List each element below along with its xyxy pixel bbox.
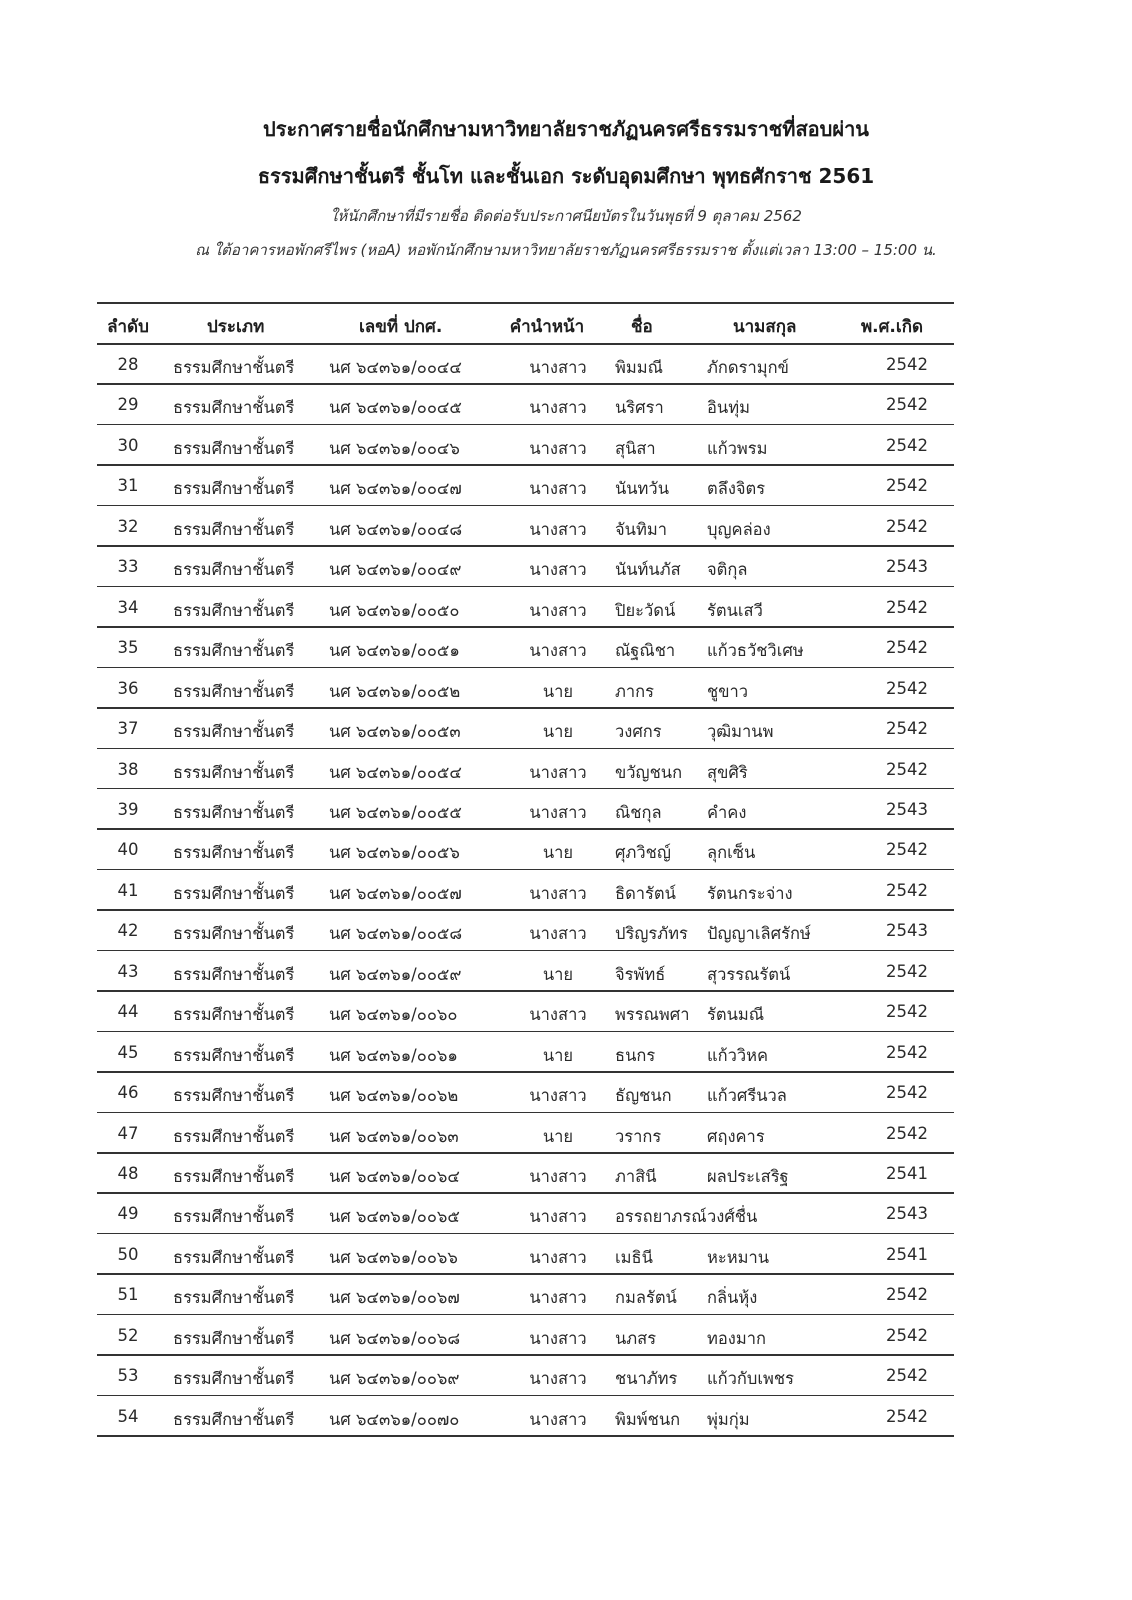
cell-prefix: นางสาว <box>529 1086 587 1106</box>
cell-prefix: นาย <box>542 722 574 742</box>
cell-name: พิมพ์ชนก <box>615 1409 681 1429</box>
table-row <box>97 708 954 749</box>
cell-birth-year: 2542 <box>886 1042 928 1062</box>
cell-no: 38 <box>117 759 139 779</box>
table-rule <box>97 302 954 304</box>
header-type: ประเภท <box>207 317 265 337</box>
cell-name: นภสร <box>615 1328 657 1348</box>
cell-surname: อินทุ่ม <box>707 398 750 418</box>
table-row <box>97 546 954 587</box>
cell-surname: แก้วกับเพชร <box>707 1369 794 1389</box>
cell-prefix: นาย <box>542 1045 574 1065</box>
cell-birth-year: 2542 <box>886 1002 928 1022</box>
cell-prefix: นางสาว <box>529 519 587 539</box>
cell-prefix: นางสาว <box>529 1005 587 1025</box>
cell-name: ศุภวิชญ์ <box>615 843 671 863</box>
cell-name: ธนกร <box>615 1045 656 1065</box>
cell-name: ปิยะวัดน์ <box>615 600 676 620</box>
cell-type: ธรรมศึกษาชั้นตรี <box>173 358 295 377</box>
cell-no: 51 <box>117 1285 139 1305</box>
cell-no: 34 <box>117 597 139 617</box>
cell-birth-year: 2543 <box>886 799 928 819</box>
cell-birth-year: 2542 <box>886 435 928 455</box>
cell-prefix: นางสาว <box>529 924 587 944</box>
cell-no: 44 <box>117 1002 139 1022</box>
cell-prefix: นางสาว <box>529 883 587 903</box>
cell-surname: แก้วพรม <box>707 438 768 458</box>
cell-birth-year: 2542 <box>886 1083 928 1103</box>
announcement-note-line-1: ให้นักศึกษาที่มีรายชื่อ ติดต่อรับประกาศนียบัตรในวันพุธที่ 9 ตุลาคม 2562 <box>330 207 802 225</box>
cell-name: สุนิสา <box>615 438 656 458</box>
cell-name: ขวัญชนก <box>615 762 683 782</box>
cell-prefix: นางสาว <box>529 1247 587 1267</box>
cell-prefix: นางสาว <box>529 398 587 418</box>
cell-prefix: นางสาว <box>529 641 587 661</box>
cell-birth-year: 2542 <box>886 1406 928 1426</box>
cell-type: ธรรมศึกษาชั้นตรี <box>173 1005 295 1025</box>
cell-prefix: นางสาว <box>529 1328 587 1348</box>
cell-birth-year: 2542 <box>886 476 928 496</box>
announcement-title-line-2: ธรรมศึกษาชั้นตรี ชั้นโท และชั้นเอก ระดับอุดมศึกษา พุทธศักราช 2561 <box>257 164 875 188</box>
cell-prefix: นางสาว <box>529 1369 587 1389</box>
table-row <box>97 1396 954 1437</box>
table-row <box>97 1032 954 1073</box>
cell-cert-id: นศ ๖๔๓๖๑/๐๐๖๙ <box>329 1369 460 1389</box>
cell-type: ธรรมศึกษาชั้นตรี <box>173 1369 295 1389</box>
cell-cert-id: นศ ๖๔๓๖๑/๐๐๕๐ <box>329 600 460 620</box>
cell-prefix: นางสาว <box>529 1409 587 1429</box>
cell-cert-id: นศ ๖๔๓๖๑/๐๐๖๓ <box>329 1126 459 1146</box>
table-row <box>97 1193 954 1234</box>
cell-name: ภากร <box>615 681 654 701</box>
cell-no: 49 <box>117 1204 139 1224</box>
cell-type: ธรรมศึกษาชั้นตรี <box>173 843 295 863</box>
cell-birth-year: 2542 <box>886 840 928 860</box>
cell-cert-id: นศ ๖๔๓๖๑/๐๐๕๑ <box>329 641 460 661</box>
cell-prefix: นางสาว <box>529 762 587 782</box>
cell-cert-id: นศ ๖๔๓๖๑/๐๐๖๕ <box>329 1207 460 1227</box>
cell-cert-id: นศ ๖๔๓๖๑/๐๐๔๔ <box>329 358 462 377</box>
cell-no: 42 <box>117 921 139 941</box>
cell-prefix: นาย <box>542 1126 574 1146</box>
cell-type: ธรรมศึกษาชั้นตรี <box>173 722 295 742</box>
cell-birth-year: 2542 <box>886 1366 928 1386</box>
table-row <box>97 910 954 951</box>
cell-surname: ชูขาว <box>707 681 749 701</box>
cell-cert-id: นศ ๖๔๓๖๑/๐๐๔๕ <box>329 398 462 418</box>
cell-birth-year: 2543 <box>886 1204 928 1224</box>
cell-surname: สุวรรณรัตน์ <box>707 964 791 984</box>
cell-type: ธรรมศึกษาชั้นตรี <box>173 519 295 539</box>
cell-birth-year: 2542 <box>886 1325 928 1345</box>
cell-cert-id: นศ ๖๔๓๖๑/๐๐๕๗ <box>329 883 462 903</box>
cell-surname: ทองมาก <box>707 1328 766 1348</box>
cell-no: 41 <box>117 880 139 900</box>
cell-no: 39 <box>117 799 139 819</box>
cell-no: 35 <box>117 638 139 658</box>
cell-name: นันทวัน <box>615 479 669 499</box>
table-row <box>97 1355 954 1396</box>
cell-no: 36 <box>117 678 139 698</box>
cell-surname: วงศ์ชื่น <box>707 1207 758 1227</box>
table-row <box>97 425 954 466</box>
cell-prefix: นางสาว <box>529 358 587 377</box>
cell-prefix: นางสาว <box>529 1288 587 1308</box>
cell-type: ธรรมศึกษาชั้นตรี <box>173 641 295 661</box>
announcement-title-line-1: ประกาศรายชื่อนักศึกษามหาวิทยาลัยราชภัฏนครศรีธรรมราชที่สอบผ่าน <box>263 117 869 141</box>
cell-cert-id: นศ ๖๔๓๖๑/๐๐๖๗ <box>329 1288 460 1308</box>
header-cert-id: เลขที่ ปกศ. <box>359 317 443 337</box>
cell-surname: ภักดรามุกข์ <box>707 358 789 377</box>
table-rule <box>97 1435 954 1437</box>
cell-birth-year: 2543 <box>886 557 928 577</box>
cell-surname: ลุกเซ็น <box>707 843 756 863</box>
table-row <box>97 1234 954 1275</box>
table-row <box>97 991 954 1032</box>
cell-no: 40 <box>117 840 139 860</box>
table-row <box>97 384 954 425</box>
cell-no: 43 <box>117 961 139 981</box>
cell-name: ภาสินี <box>615 1167 657 1186</box>
cell-prefix: นาย <box>542 843 574 863</box>
cell-cert-id: นศ ๖๔๓๖๑/๐๐๖๖ <box>329 1247 458 1267</box>
cell-prefix: นาย <box>542 681 574 701</box>
cell-type: ธรรมศึกษาชั้นตรี <box>173 1126 295 1146</box>
cell-type: ธรรมศึกษาชั้นตรี <box>173 1328 295 1348</box>
cell-surname: แก้วธวัชวิเศษ <box>707 641 804 661</box>
cell-type: ธรรมศึกษาชั้นตรี <box>173 1288 295 1308</box>
table-row <box>97 587 954 628</box>
cell-no: 28 <box>117 355 139 374</box>
table-row <box>97 1072 954 1113</box>
cell-cert-id: นศ ๖๔๓๖๑/๐๐๖๒ <box>329 1086 459 1106</box>
table-row <box>97 465 954 506</box>
cell-surname: คำคง <box>707 802 747 822</box>
cell-birth-year: 2542 <box>886 759 928 779</box>
cell-birth-year: 2542 <box>886 355 928 374</box>
table-row <box>97 627 954 668</box>
header-no: ลำดับ <box>107 317 149 337</box>
cell-type: ธรรมศึกษาชั้นตรี <box>173 560 295 580</box>
announcement-note-line-2: ณ ใต้อาคารหอพักศรีไพร (หอA) หอพักนักศึกษามหาวิทยาลัยราชภัฏนครศรีธรรมราช ตั้งแต่เวลา 13:00 – 15:00 น. <box>195 241 937 259</box>
cell-name: เมธินี <box>615 1247 653 1267</box>
cell-surname: บุญคล่อง <box>707 519 771 539</box>
cell-no: 45 <box>117 1042 139 1062</box>
table-row <box>97 668 954 709</box>
cell-type: ธรรมศึกษาชั้นตรี <box>173 762 295 782</box>
cell-name: ธัญชนก <box>615 1086 672 1106</box>
table-row <box>97 870 954 911</box>
cell-no: 47 <box>117 1123 139 1143</box>
cell-surname: ผลประเสริฐ <box>707 1167 789 1186</box>
cell-name: พิมมณี <box>615 358 663 377</box>
cell-type: ธรรมศึกษาชั้นตรี <box>173 802 295 822</box>
cell-cert-id: นศ ๖๔๓๖๑/๐๐๕๘ <box>329 924 463 944</box>
cell-cert-id: นศ ๖๔๓๖๑/๐๐๔๘ <box>329 519 463 539</box>
cell-cert-id: นศ ๖๔๓๖๑/๐๐๕๒ <box>329 681 461 701</box>
cell-name: วรากร <box>615 1126 662 1146</box>
cell-surname: แก้ววิหค <box>707 1045 769 1065</box>
cell-birth-year: 2542 <box>886 880 928 900</box>
cell-cert-id: นศ ๖๔๓๖๑/๐๐๔๙ <box>329 560 462 580</box>
cell-name: ชนาภัทร <box>615 1369 678 1389</box>
cell-prefix: นางสาว <box>529 479 587 499</box>
cell-no: 31 <box>117 476 139 496</box>
cell-prefix: นางสาว <box>529 438 587 458</box>
cell-name: ธิดารัตน์ <box>615 883 676 903</box>
cell-surname: กลิ่นหุ้ง <box>707 1288 758 1308</box>
cell-cert-id: นศ ๖๔๓๖๑/๐๐๔๖ <box>329 438 460 458</box>
cell-birth-year: 2542 <box>886 1123 928 1143</box>
table-row <box>97 749 954 790</box>
cell-cert-id: นศ ๖๔๓๖๑/๐๐๕๕ <box>329 802 462 822</box>
cell-name: อรรถยาภรณ์ <box>615 1207 707 1227</box>
cell-birth-year: 2542 <box>886 516 928 536</box>
cell-prefix: นางสาว <box>529 600 587 620</box>
table-row <box>97 1153 954 1194</box>
cell-surname: ศฤงคาร <box>707 1126 765 1146</box>
cell-surname: รัตนมณี <box>707 1005 765 1025</box>
cell-no: 37 <box>117 719 139 739</box>
cell-name: นริศรา <box>615 398 664 418</box>
cell-type: ธรรมศึกษาชั้นตรี <box>173 883 295 903</box>
cell-name: จันทิมา <box>615 519 667 539</box>
cell-no: 33 <box>117 557 139 577</box>
cell-type: ธรรมศึกษาชั้นตรี <box>173 1045 295 1065</box>
cell-type: ธรรมศึกษาชั้นตรี <box>173 398 295 418</box>
cell-name: กมลรัตน์ <box>615 1288 677 1308</box>
cell-cert-id: นศ ๖๔๓๖๑/๐๐๖๘ <box>329 1328 461 1348</box>
header-name: ชื่อ <box>631 317 653 337</box>
cell-cert-id: นศ ๖๔๓๖๑/๐๐๕๔ <box>329 762 462 782</box>
table-row <box>97 1274 954 1315</box>
cell-surname: หะหมาน <box>707 1247 770 1267</box>
cell-name: วงศกร <box>615 722 662 742</box>
cell-type: ธรรมศึกษาชั้นตรี <box>173 1409 295 1429</box>
table-row <box>97 1315 954 1356</box>
cell-name: นันท์นภัส <box>615 560 681 580</box>
cell-birth-year: 2542 <box>886 1285 928 1305</box>
cell-birth-year: 2541 <box>886 1244 928 1264</box>
cell-prefix: นางสาว <box>529 1207 587 1227</box>
table-row <box>97 789 954 830</box>
cell-cert-id: นศ ๖๔๓๖๑/๐๐๗๐ <box>329 1409 460 1429</box>
cell-no: 54 <box>117 1406 139 1426</box>
header-prefix: คำนำหน้า <box>509 317 585 337</box>
cell-type: ธรรมศึกษาชั้นตรี <box>173 1247 295 1267</box>
cell-surname: ปัญญาเลิศรักษ์ <box>707 924 811 944</box>
table-row <box>97 829 954 870</box>
cell-type: ธรรมศึกษาชั้นตรี <box>173 600 295 620</box>
cell-type: ธรรมศึกษาชั้นตรี <box>173 1086 295 1106</box>
cell-cert-id: นศ ๖๔๓๖๑/๐๐๕๙ <box>329 964 462 984</box>
cell-type: ธรรมศึกษาชั้นตรี <box>173 1167 295 1186</box>
cell-cert-id: นศ ๖๔๓๖๑/๐๐๕๓ <box>329 722 461 742</box>
header-birth-year: พ.ศ.เกิด <box>860 317 924 337</box>
table-row <box>97 344 954 385</box>
table-header-row <box>97 302 954 344</box>
cell-cert-id: นศ ๖๔๓๖๑/๐๐๖๐ <box>329 1005 458 1025</box>
cell-surname: จติกุล <box>707 560 748 580</box>
cell-type: ธรรมศึกษาชั้นตรี <box>173 964 295 984</box>
cell-birth-year: 2542 <box>886 395 928 415</box>
cell-type: ธรรมศึกษาชั้นตรี <box>173 479 295 499</box>
cell-birth-year: 2542 <box>886 638 928 658</box>
cell-prefix: นางสาว <box>529 1167 587 1186</box>
cell-surname: สุขศิริ <box>707 762 748 782</box>
cell-birth-year: 2542 <box>886 597 928 617</box>
cell-surname: รัตนเสวี <box>707 600 763 620</box>
table-row <box>97 506 954 547</box>
cell-name: พรรณพศา <box>615 1005 690 1025</box>
cell-prefix: นาย <box>542 964 574 984</box>
table-row <box>97 1113 954 1154</box>
cell-prefix: นางสาว <box>529 802 587 822</box>
cell-surname: แก้วศรีนวล <box>707 1086 787 1106</box>
cell-type: ธรรมศึกษาชั้นตรี <box>173 681 295 701</box>
cell-type: ธรรมศึกษาชั้นตรี <box>173 1207 295 1227</box>
cell-birth-year: 2543 <box>886 921 928 941</box>
cell-birth-year: 2541 <box>886 1164 928 1183</box>
cell-name: ปริญรภัทร <box>615 924 688 944</box>
cell-name: จิรพัทธ์ <box>615 964 666 984</box>
cell-surname: วุฒิมานพ <box>707 722 774 742</box>
cell-no: 29 <box>117 395 139 415</box>
cell-cert-id: นศ ๖๔๓๖๑/๐๐๖๔ <box>329 1167 460 1186</box>
cell-birth-year: 2542 <box>886 719 928 739</box>
header-surname: นามสกุล <box>733 317 797 337</box>
cell-cert-id: นศ ๖๔๓๖๑/๐๐๕๖ <box>329 843 460 863</box>
cell-no: 46 <box>117 1083 139 1103</box>
cell-cert-id: นศ ๖๔๓๖๑/๐๐๖๑ <box>329 1045 458 1065</box>
cell-surname: พุ่มกุ่ม <box>707 1409 750 1429</box>
cell-no: 32 <box>117 516 139 536</box>
cell-surname: รัตนกระจ่าง <box>707 883 793 903</box>
cell-no: 50 <box>117 1244 139 1264</box>
cell-type: ธรรมศึกษาชั้นตรี <box>173 924 295 944</box>
cell-no: 52 <box>117 1325 139 1345</box>
cell-birth-year: 2542 <box>886 961 928 981</box>
cell-no: 53 <box>117 1366 139 1386</box>
cell-type: ธรรมศึกษาชั้นตรี <box>173 438 295 458</box>
table-row <box>97 951 954 992</box>
cell-name: ณัฐณิชา <box>615 641 676 661</box>
cell-prefix: นางสาว <box>529 560 587 580</box>
cell-no: 48 <box>117 1164 139 1183</box>
cell-surname: ตลึงจิตร <box>707 479 766 499</box>
cell-birth-year: 2542 <box>886 678 928 698</box>
cell-cert-id: นศ ๖๔๓๖๑/๐๐๔๗ <box>329 479 462 499</box>
cell-no: 30 <box>117 435 139 455</box>
cell-name: ณิชกุล <box>615 802 662 822</box>
